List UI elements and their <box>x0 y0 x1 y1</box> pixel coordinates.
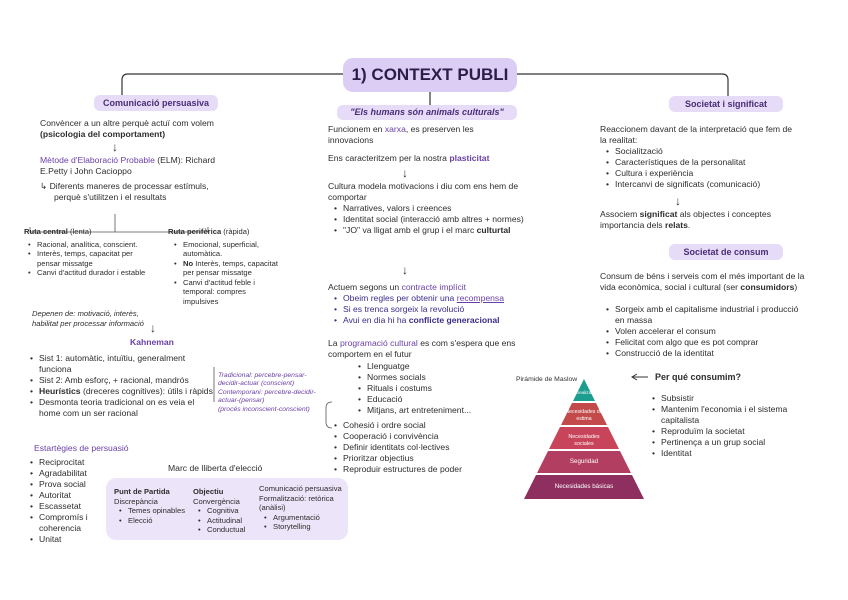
list-item: • Educació <box>358 394 518 405</box>
peripheral-route: Ruta perifèrica (ràpida) • Emocional, superficial, automàtica. • No Interès, temps, capacitat per pensar missatge • Canvi d'actitud feble i temporal: compres impulsives <box>168 227 280 306</box>
section-header-persuasive-communication: Comunicació persuasiva <box>94 95 218 111</box>
list-item: • Canvi d'actitud feble i temporal: compres impulsives <box>174 278 280 307</box>
why-consume-list <box>652 393 812 459</box>
framework-title: Marc de lliberta d'elecció <box>168 463 263 473</box>
list-item: • Definir identitats col·lectives <box>334 442 524 453</box>
list-item: • Reproduïm la societat <box>652 426 812 437</box>
list-item: • Sist 2: Amb esforç, + racional, mandrós <box>30 375 215 386</box>
list-item: • Normes socials <box>358 372 518 383</box>
systems-list <box>30 353 215 419</box>
list-item: • Conductual <box>198 525 249 535</box>
list-item: • Socialització <box>606 146 806 157</box>
list-item: • Narratives, valors i creences <box>334 203 529 214</box>
list-item: • Subsistir <box>652 393 812 404</box>
elm-description: Mètode d'Elaboració Probable (ELM): Richard E.Petty i John Cacioppo <box>40 155 216 176</box>
list-item: • Cognitiva <box>198 506 249 516</box>
function-list <box>334 420 524 475</box>
page-title: 1) CONTEXT PUBLI <box>343 58 517 92</box>
consumption-paragraph: Consum de béns i serveis com el més important de la vida econòmica, social i cultural (ser consumidors) <box>600 271 805 292</box>
list-item: • Argumentació <box>264 513 347 523</box>
list-item: • Identitat <box>652 448 812 459</box>
plasticity-paragraph: Ens caracteritzem per la nostra plasticitat <box>328 153 490 163</box>
pyramid-label-5: Necesidades básicas <box>554 483 614 490</box>
elm-difference: ↳ Diferents maneres de processar estímuls, perquè s'utilitzen i el resultats <box>40 181 209 202</box>
depends-note: Depenen de: motivació, interès, habilitat per processar informació <box>32 309 144 328</box>
list-item: • Reciprocitat <box>30 457 110 468</box>
section-header-cultural-animals: "Els humans són animals culturals" <box>337 105 517 120</box>
list-item: • Pertinença a un grup social <box>652 437 812 448</box>
traditional-note: Tradicional: percebre-pensar-decidir-actuar (conscient) Contemporani: percebre-decidir-actuar-(pensar) (procés inconscient-conscient) <box>218 372 316 413</box>
list-item: • Cooperació i convivència <box>334 431 524 442</box>
down-arrow-icon: ↓ <box>150 321 156 335</box>
list-item: • Compromís i coherencia <box>30 512 110 534</box>
pyramid-label-1: Autorealización <box>568 390 600 395</box>
persuasion-intro: Convèncer a un altre perquè actuï com volem (psicologia del comportament) <box>40 118 214 139</box>
down-arrow-icon: ↓ <box>402 166 408 180</box>
list-item: • Reproduir estructures de poder <box>334 464 524 475</box>
meaning-paragraph: Associem significat als objectes i conceptes importancia dels relats. <box>600 209 772 230</box>
list-item: • Volen accelerar el consum <box>606 326 806 337</box>
network-paragraph: Funcionem en xarxa, es preserven les innovacions <box>328 124 474 145</box>
list-item: • Cultura i experiència <box>606 168 806 179</box>
central-route: Ruta central (lenta) • Racional, analítica, conscient. • Interès, temps, capacitat per pensar missatge • Canvi d'actitud durador i estable <box>24 227 149 278</box>
section-header-consumer-society: Societat de consum <box>669 244 783 260</box>
list-item: • Prioritzar objectius <box>334 453 524 464</box>
list-item: • Intercanvi de significats (comunicació) <box>606 179 806 190</box>
list-item: • Si es trenca sorgeix la revolució <box>334 304 534 315</box>
list-item: • Autoritat <box>30 490 110 501</box>
list-item: • Sist 1: automàtic, intuïtiu, generalment funciona <box>30 353 215 375</box>
programming-list <box>358 361 518 416</box>
strategies-list <box>30 457 110 545</box>
reaction-list <box>606 146 806 190</box>
list-item: • Canvi d'actitud durador i estable <box>28 268 149 278</box>
list-item: • Unitat <box>30 534 110 545</box>
list-item: • Prova social <box>30 479 110 490</box>
culture-paragraph: Cultura modela motivacions i diu com ens hem de comportar <box>328 181 519 202</box>
strategies-title: Estartègies de persuasió <box>34 443 129 453</box>
maslow-pyramid <box>524 379 644 501</box>
pyramid-title: Pirámide de Maslow <box>516 376 578 383</box>
pyramid-label-4: Seguridad <box>569 458 599 465</box>
list-item: • Llenguatge <box>358 361 518 372</box>
list-item: • Mantenim l'economia i el sistema capitalista <box>652 404 812 426</box>
list-item: • Agradabilitat <box>30 468 110 479</box>
list-item: • Heurístics (dreceres cognitives): útils i ràpids <box>30 386 215 397</box>
list-item: • Storytelling <box>264 522 347 532</box>
list-item: • Mitjans, art entreteniment... <box>358 405 518 416</box>
framework-communication: Comunicació persuasiva Formalització: retòrica (anàlisi) • Argumentació • Storytelling <box>259 484 347 532</box>
list-item: • Identitat social (interacció amb altres + normes) <box>334 214 529 225</box>
list-item: • Cohesió i ordre social <box>334 420 524 431</box>
programming-paragraph: La programació cultural es com s'espera que ens comportem en el futur <box>328 338 516 359</box>
list-item: • Escassetat <box>30 501 110 512</box>
consumption-list <box>606 304 806 359</box>
list-item: • Felicitat com algo que es pot comprar <box>606 337 806 348</box>
list-item: • Rituals i costums <box>358 383 518 394</box>
list-item: • Actitudinal <box>198 516 249 526</box>
list-item: • Sorgeix amb el capitalisme industrial i producció en massa <box>606 304 806 326</box>
framework-goal: Objectiu Convergència • Cognitiva • Actitudinal • Conductual <box>193 487 249 535</box>
pyramid-label-2: Necesidades de estima <box>565 409 603 422</box>
down-arrow-icon: ↓ <box>675 194 681 208</box>
list-item: • Característiques de la personalitat <box>606 157 806 168</box>
why-consume-title: Per qué consumim? <box>655 372 742 382</box>
list-item: • Desmonta teoria tradicional on es veia el home com un ser racional <box>30 397 215 419</box>
list-item: • Avui en dia hi ha conflicte generacional <box>334 315 534 326</box>
list-item: • Emocional, superficial, automàtica. <box>174 240 280 259</box>
kahneman-label: Kahneman <box>130 337 174 347</box>
down-arrow-icon: ↓ <box>402 263 408 277</box>
list-item: • Elecció <box>119 516 186 526</box>
contract-list <box>334 293 534 326</box>
list-item: • "JO" va lligat amb el grup i el marc culturtal <box>334 225 529 236</box>
reaction-paragraph: Reaccionem davant de la interpretació que fem de la realitat: <box>600 124 793 145</box>
list-item: • No Interès, temps, capacitat per pensar missatge <box>174 259 280 278</box>
culture-list <box>334 203 529 236</box>
list-item: • Interès, temps, capacitat per pensar missatge <box>28 249 149 268</box>
list-item: • Temes opinables <box>119 506 186 516</box>
section-header-society-meaning: Societat i significat <box>669 96 783 112</box>
return-arrow-icon: ↳ <box>40 181 50 191</box>
contract-paragraph: Actuem segons un contracte implícit <box>328 282 467 292</box>
list-item: • Obeim regles per obtenir una recompensa <box>334 293 534 304</box>
list-item: • Racional, analítica, conscient. <box>28 240 149 250</box>
down-arrow-icon: ↓ <box>112 140 118 154</box>
pyramid-label-3: Necesidades sociales <box>568 434 600 447</box>
framework-start: Punt de Partida Discrepància • Temes opinables • Elecció <box>114 487 186 525</box>
list-item: • Construcció de la identitat <box>606 348 806 359</box>
